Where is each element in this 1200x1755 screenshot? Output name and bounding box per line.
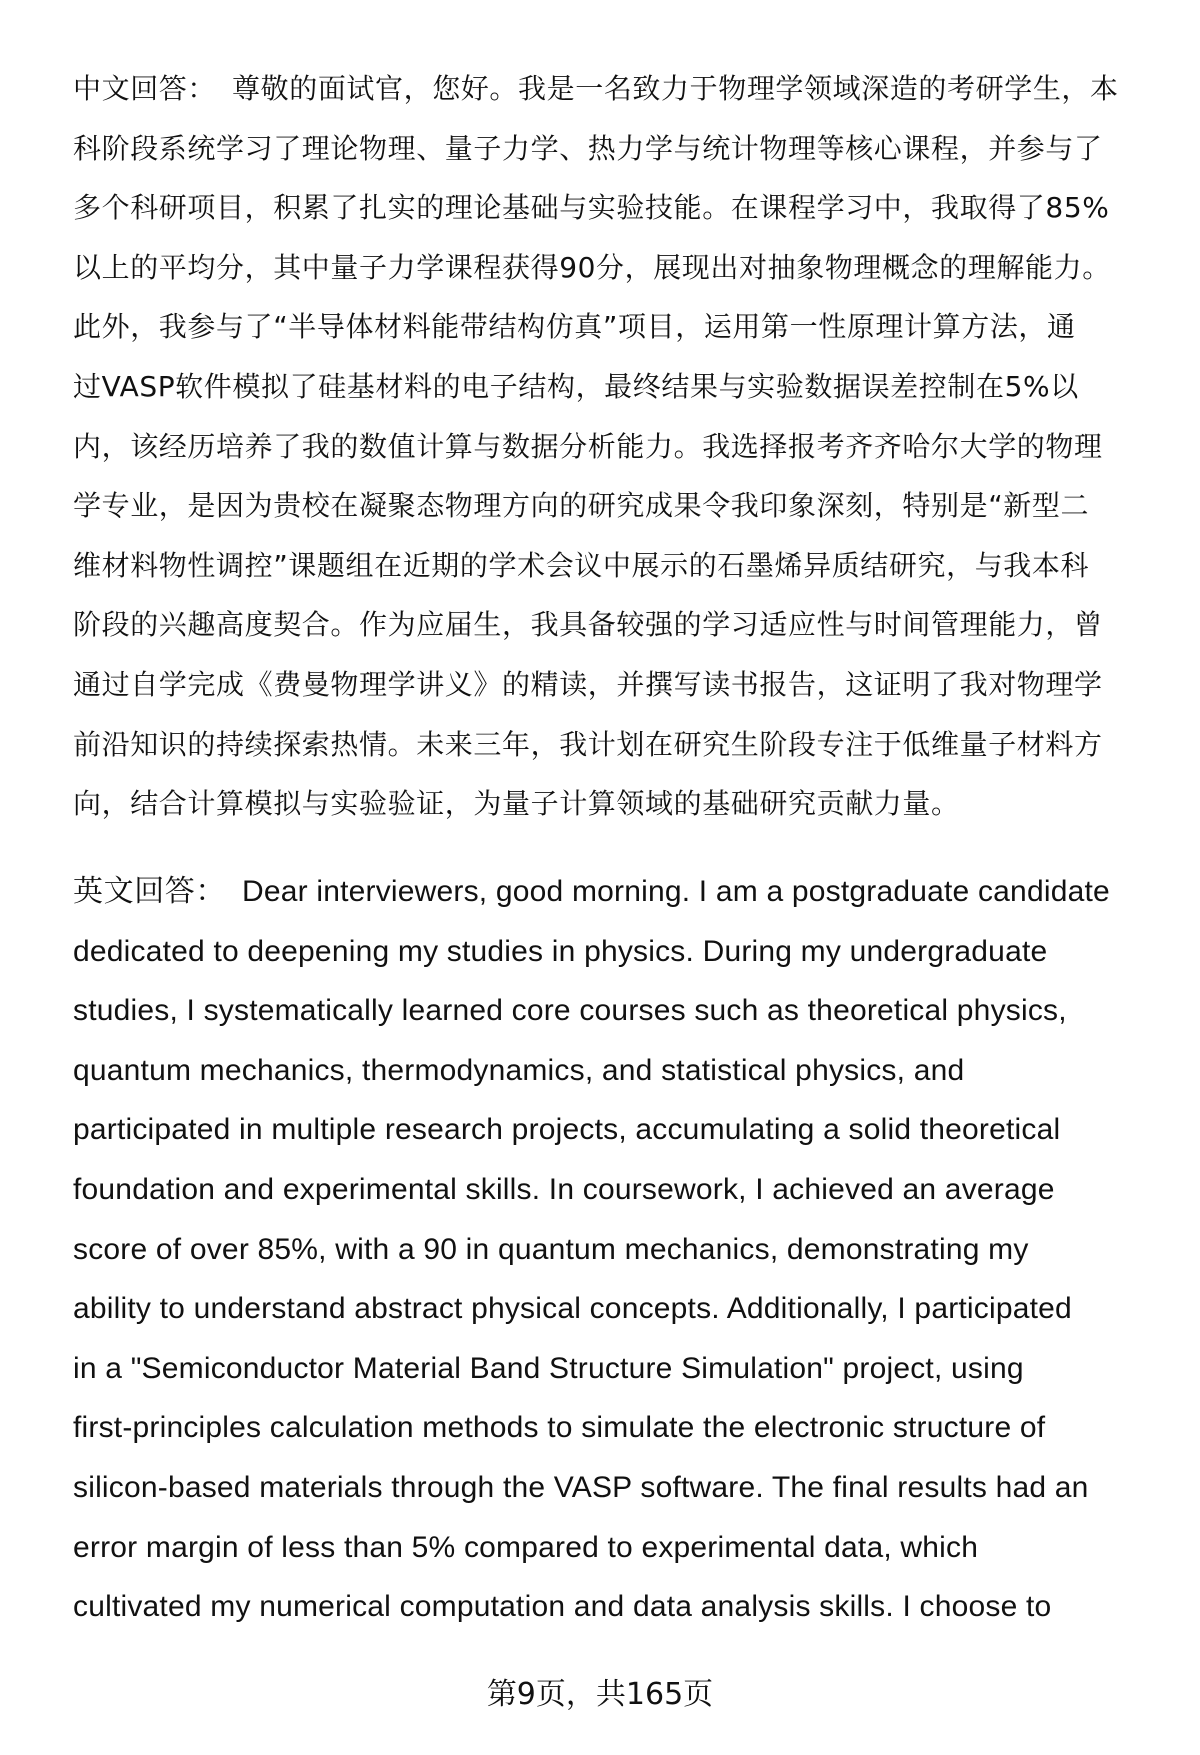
text-line [73,784,960,824]
text-line [73,1468,1089,1508]
text-line [73,872,1110,912]
line-text: quantum mechanics, thermodynamics, and statistical physics, and [73,1053,965,1087]
text-line [73,1110,1060,1150]
line-text: foundation and experimental skills. In coursework, I achieved an average [73,1173,1055,1206]
text-line [73,546,1089,586]
line-text: dedicated to deepening my studies in physics. During my undergraduate [73,934,1048,968]
text-line [73,665,1103,705]
line-text: in a "Semiconductor Material Band Structure Simulation" project, using [73,1351,1024,1385]
text-line [73,188,1109,228]
text-line [73,1230,1029,1270]
line-text: error margin of less than 5% compared to experimental data, which [73,1530,979,1564]
line-text: 维材料物性调控”课题组在近期的学术会议中展示的石墨烯异质结研究，与我本科 [73,548,1090,582]
text-line [73,1051,964,1091]
text-line [73,1289,1072,1329]
text-line [73,1528,978,1568]
page-number: 第9页，共165页 [486,1677,714,1712]
line-text: 此外，我参与了“半导体材料能带结构仿真”项目，运用第一性原理计算方法，通 [73,310,1076,344]
text-line [73,1587,1051,1627]
section-label: 中文回答： [73,72,217,105]
text-line [73,1349,1024,1389]
text-line [73,486,1089,526]
text-line [73,427,1103,467]
line-text: cultivated my numerical computation and data analysis skills. I choose to [73,1590,1052,1624]
text-line [73,367,1079,407]
text-line [73,248,1111,288]
line-text: 通过自学完成《费曼物理学讲义》的精读，并撰写读书报告，这证明了我对物理学 [73,668,1103,701]
text-line [73,69,1119,109]
line-text: studies, I systematically learned core courses such as theoretical physics, [73,994,1067,1028]
line-text: ability to understand abstract physical concepts. Additionally, I participated [73,1292,1072,1326]
line-text: 过VASP软件模拟了硅基材料的电子结构，最终结果与实验数据误差控制在5%以 [73,370,1079,403]
text-line [73,1170,1055,1210]
line-text: first-principles calculation methods to simulate the electronic structure of [73,1411,1046,1445]
text-line [73,991,1067,1031]
line-text: 前沿知识的持续探索热情。未来三年，我计划在研究生阶段专注于低维量子材料方 [73,727,1103,761]
line-text: score of over 85%, with a 90 in quantum mechanics, demonstrating my [73,1232,1029,1266]
line-text: 学专业，是因为贵校在凝聚态物理方向的研究成果令我印象深刻，特别是“新型二 [73,489,1090,523]
text-line [73,129,1103,169]
line-text: 科阶段系统学习了理论物理、量子力学、热力学与统计物理等核心课程，并参与了 [73,131,1103,165]
line-text: 以上的平均分，其中量子力学课程获得90分，展现出对抽象物理概念的理解能力。 [73,250,1111,284]
text-line [73,932,1047,972]
section-label: 英文回答： [73,875,226,908]
text-line [73,307,1076,347]
line-text: 内，该经历培养了我的数值计算与数据分析能力。我选择报考齐齐哈尔大学的物理 [73,429,1103,463]
line-text: Dear interviewers, good morning. I am a postgraduate candidate [242,875,1110,908]
text-line [73,605,1103,645]
line-text: participated in multiple research projects, accumulating a solid theoretical [73,1113,1061,1147]
line-text: 向，结合计算模拟与实验验证，为量子计算领域的基础研究贡献力量。 [73,787,960,821]
line-text: 多个科研项目，积累了扎实的理论基础与实验技能。在课程学习中，我取得了85% [73,191,1110,225]
line-text: 尊敬的面试官，您好。我是一名致力于物理学领域深造的考研学生，本 [232,72,1119,105]
line-text: 阶段的兴趣高度契合。作为应届生，我具备较强的学习适应性与时间管理能力，曾 [73,608,1103,642]
text-line [73,1408,1045,1448]
text-line [73,725,1103,765]
line-text: silicon-based materials through the VASP software. The final results had an [73,1471,1089,1504]
